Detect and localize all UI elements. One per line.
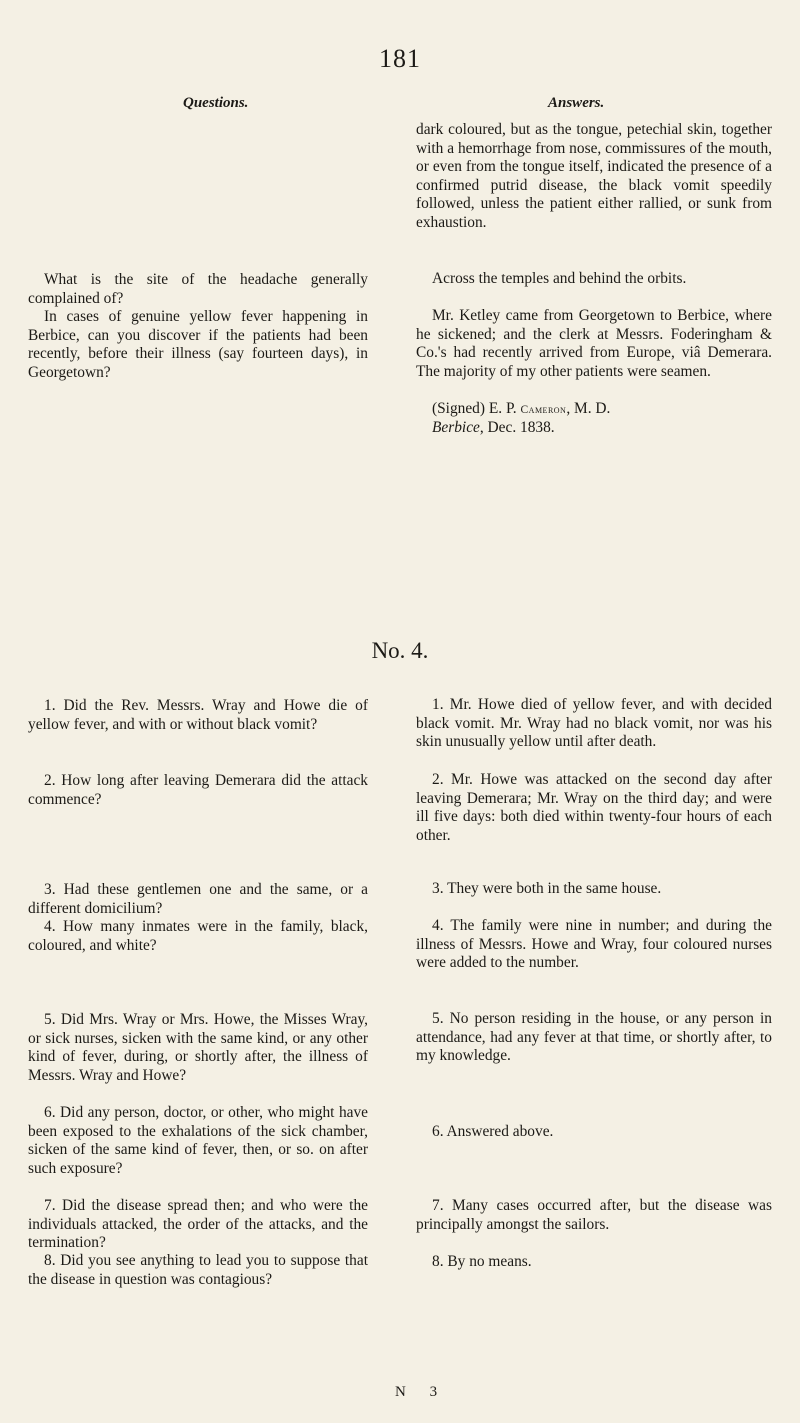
signed-suffix: , M. D.: [566, 400, 611, 417]
signed-name: Cameron: [520, 404, 567, 416]
date: , Dec. 1838.: [479, 419, 555, 436]
answer-7: 7. Many cases occurred after, but the disease was principally amongst the sailors.: [416, 1197, 772, 1233]
section-title: No. 4.: [371, 638, 429, 663]
answer-headache-site: Across the temples and behind the orbits.: [432, 270, 687, 287]
answer-8: 8. By no means.: [432, 1253, 532, 1270]
signature-line: [416, 400, 772, 420]
place: Berbice: [432, 419, 480, 436]
question-1: 1. Did the Rev. Messrs. Wray and Howe die of yellow fever, and with or without black vomit?: [28, 697, 368, 733]
questions-heading: Questions.: [183, 95, 249, 111]
question-8: 8. Did you see anything to lead you to suppose that the disease in question was contagious?: [28, 1252, 368, 1288]
answer-1: 1. Mr. Howe died of yellow fever, and with decided black vomit. Mr. Wray had no black vomit, nor was his skin unusually yellow until after death.: [416, 696, 772, 751]
answers-heading: Answers.: [548, 95, 605, 111]
question-2: 2. How long after leaving Demerara did the attack commence?: [28, 772, 368, 808]
answer-5: 5. No person residing in the house, or any person in attendance, had any fever at that time, or shortly after, to my knowledge.: [416, 1010, 772, 1065]
question-7: 7. Did the disease spread then; and who were the individuals attacked, the order of the attacks, and the termination?: [28, 1197, 368, 1252]
answer-4: 4. The family were nine in number; and during the illness of Messrs. Howe and Wray, four coloured nurses were added to the number.: [416, 917, 772, 972]
answer-6: 6. Answered above.: [432, 1123, 554, 1140]
question-5: 5. Did Mrs. Wray or Mrs. Howe, the Misses Wray, or sick nurses, sicken with the same kind, or any other kind of fever, during, or shortly after, the illness of Messrs. Wray and Howe?: [28, 1011, 368, 1084]
signed-prefix: (Signed) E. P.: [432, 400, 521, 417]
question-berbice-cases: In cases of genuine yellow fever happening in Berbice, can you discover if the patients had been recently, before their illness (say fourteen days), in Georgetown?: [28, 308, 368, 381]
question-headache-site: What is the site of the headache generally complained of?: [28, 271, 368, 307]
page-number: 181: [379, 44, 421, 73]
answer-2: 2. Mr. Howe was attacked on the second day after leaving Demerara; Mr. Wray on the third day; and were ill five days: both died within twenty-four hours of each other.: [416, 771, 772, 844]
answer-3: 3. They were both in the same house.: [432, 880, 662, 897]
place-date-line: [416, 419, 772, 438]
question-4: 4. How many inmates were in the family, black, coloured, and white?: [28, 918, 368, 954]
question-3: 3. Had these gentlemen one and the same, or a different domicilium?: [28, 881, 368, 917]
question-6: 6. Did any person, doctor, or other, who might have been exposed to the exhalations of the sick chamber, sicken of the same kind of fever, then, or so. on after such exposure?: [28, 1104, 368, 1177]
printer-signature-mark: N 3: [395, 1384, 448, 1400]
answer-berbice-cases: Mr. Ketley came from Georgetown to Berbice, where he sickened; and the clerk at Messrs. Foderingham & Co.'s had recently arrived from Europe, viâ Demerara. The majority of my other patients were seamen.: [416, 307, 772, 380]
answer-continuation: dark coloured, but as the tongue, petechial skin, together with a hemorrhage from nose, commissures of the mouth, or even from the tongue itself, indicated the presence of a confirmed putrid disease, the black vomit speedily followed, unless the patient either rallied, or sunk from exhaustion.: [416, 121, 772, 231]
